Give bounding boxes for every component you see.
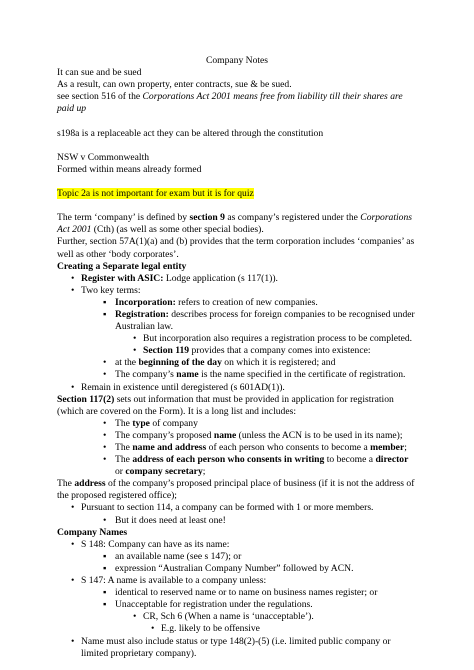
bullet-icon: • [71,502,75,514]
further-paragraph: Further, section 57A(1)(a) and (b) provides that the term corporation includes ‘companies’ as well as other ‘body corporates’. [57,236,415,260]
list-item: • Register with ASIC: Lodge application (s 117(1)). [71,272,278,284]
list-item: • The name and address of each person who consents to become a member; [103,442,407,453]
term-definition: The term ‘company’ is defined by section 9 as company’s registered under the Corporations Act 2001 (Cth) (as well as some other special bodies). [57,212,413,236]
address-paragraph: The address of the company’s proposed principal place of business (if it is not the address of the proposed registered office); [57,478,415,502]
list-item: • But incorporation also requires a registration process to be completed. [133,333,413,345]
list-item: ▪ an available name (see s 147); or [103,550,242,562]
list-item: • CR, Sch 6 (When a name is ‘unacceptable’). [133,611,314,623]
list-item: • S 147: A name is available to a company unless: [71,575,267,587]
intro-line-2: As a result, can own property, enter contracts, sue & be sued. [57,79,292,91]
bullet-icon: • [71,538,75,550]
list-item: • Remain in existence until deregistered (s 601AD(1)). [71,381,285,393]
list-item: ▪ expression “Australian Company Number” followed by ACN. [103,562,354,574]
intro-line-1: It can sue and be sued [57,67,142,79]
bullet-icon: • [71,575,75,587]
bullet-icon: • [103,454,107,466]
bullet-icon: • [133,611,137,623]
square-bullet-icon: ▪ [103,296,107,308]
bullet-icon: • [151,623,155,635]
list-item: • Two key terms: [71,284,141,296]
bullet-icon: • [103,442,107,453]
list-item: ▪ Registration: describes process for foreign companies to be recognised under Australian law. [103,308,415,333]
document-title: Company Notes [205,55,269,66]
bullet-icon: • [103,357,107,369]
square-bullet-icon: ▪ [103,599,107,611]
bullet-icon: • [71,284,75,296]
bullet-icon: • [103,417,107,429]
bullet-icon: • [103,514,107,526]
list-item: • The company’s name is the name specified in the certificate of registration. [103,369,406,381]
square-bullet-icon: ▪ [103,587,107,599]
square-bullet-icon: ▪ [103,308,107,320]
heading-company-names: Company Names [57,526,128,538]
list-item: • Name must also include status or type 148(2)-(5) (i.e. limited public company or limited proprietary company). [71,635,391,659]
heading-separate-entity: Creating a Separate legal entity [57,260,187,272]
list-item: • The address of each person who consents in writing to become a director or company secretary; [103,454,409,478]
list-item: • Section 119 provides that a company comes into existence: [133,345,371,357]
highlight-note: Topic 2a is not important for exam but it is for quiz [57,188,254,200]
document-page [57,55,417,660]
bullet-icon: • [103,369,107,381]
list-item: • S 148: Company can have as its name: [71,538,230,550]
list-item: • The type of company [103,417,198,429]
list-item: ▪ Incorporation: refers to creation of new companies. [103,296,318,308]
bullet-icon: • [133,345,137,357]
square-bullet-icon: ▪ [103,550,107,562]
bullet-icon: • [71,381,75,393]
bullet-icon: • [71,635,75,647]
list-item: • Pursuant to section 114, a company can be formed with 1 or more members. [71,502,374,514]
s198a-note: s198a is a replaceable act they can be altered through the constitution [57,127,324,139]
bullet-icon: • [133,333,137,345]
list-item: • The company’s proposed name (unless the ACN is to be used in its name); [103,429,403,441]
list-item: ▪ identical to reserved name or to name on business names register; or [103,587,378,599]
list-item: ▪ Unacceptable for registration under the regulations. [103,599,313,611]
bullet-icon: • [103,429,107,441]
list-item: • E.g. likely to be offensive [151,623,260,635]
case-note: Formed within means already formed [57,163,202,175]
list-item: • at the beginning of the day on which it is registered; and [103,357,336,369]
section-117-paragraph: Section 117(2) sets out information that must be provided in application for registration (which are covered on the Form). It is a long list and includes: [57,393,394,417]
bullet-icon: • [71,272,75,284]
square-bullet-icon: ▪ [103,562,107,574]
case-name: NSW v Commonwealth [57,151,150,163]
list-item: • But it does need at least one! [103,514,226,526]
section-516-note: see section 516 of the Corporations Act 2001 means free from liability till their shares are paid up [57,91,403,115]
